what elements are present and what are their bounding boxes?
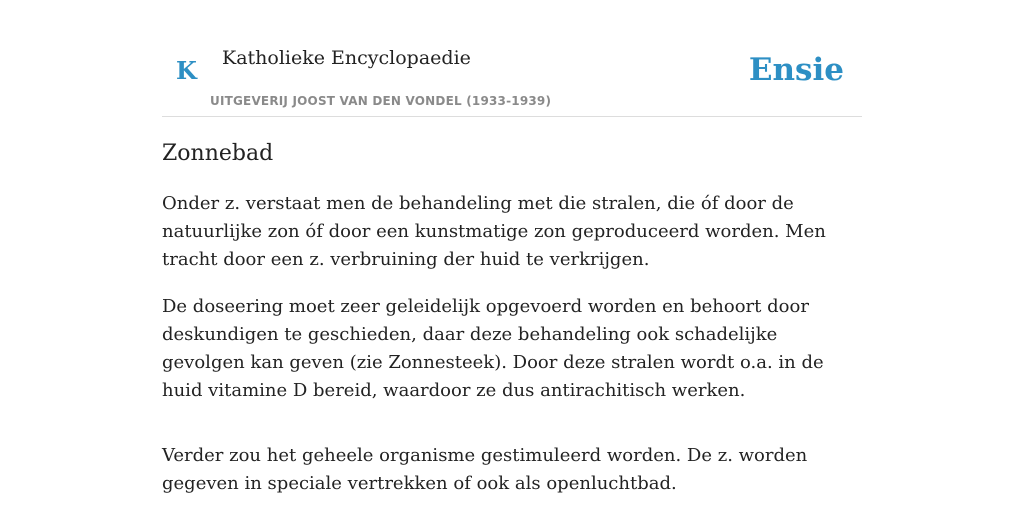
article-paragraph: De doseering moet zeer geleidelijk opgevoerd worden en behoort door deskundigen te geschieden, daar deze behandeling ook schadelijke gevolgen kan geven (zie Zonnesteek). Door deze stralen wordt o.a. in de huid vitamine D bereid, waardoor ze dus antirachitisch werken. <box>162 296 824 401</box>
article <box>162 138 862 512</box>
header <box>162 0 862 117</box>
publication-subtitle: UITGEVERIJ JOOST VAN DEN VONDEL (1933-1939) <box>210 94 552 108</box>
article-paragraph: Verder zou het geheele organisme gestimuleerd worden. De z. worden gegeven in speciale vertrekken of ook als openluchtbad. <box>162 445 808 494</box>
article-paragraph: Onder z. verstaat men de behandeling met die stralen, die óf door de natuurlijke zon óf door een kunstmatige zon geproduceerd worden. Men tracht door een z. verbruining der huid te verkrijgen. <box>162 193 826 270</box>
brand-logo[interactable]: Ensie <box>748 52 844 88</box>
publication-logo[interactable]: K <box>176 56 197 85</box>
publication-title[interactable]: Katholieke Encyclopaedie <box>222 47 471 69</box>
article-title: Zonnebad <box>162 141 274 166</box>
